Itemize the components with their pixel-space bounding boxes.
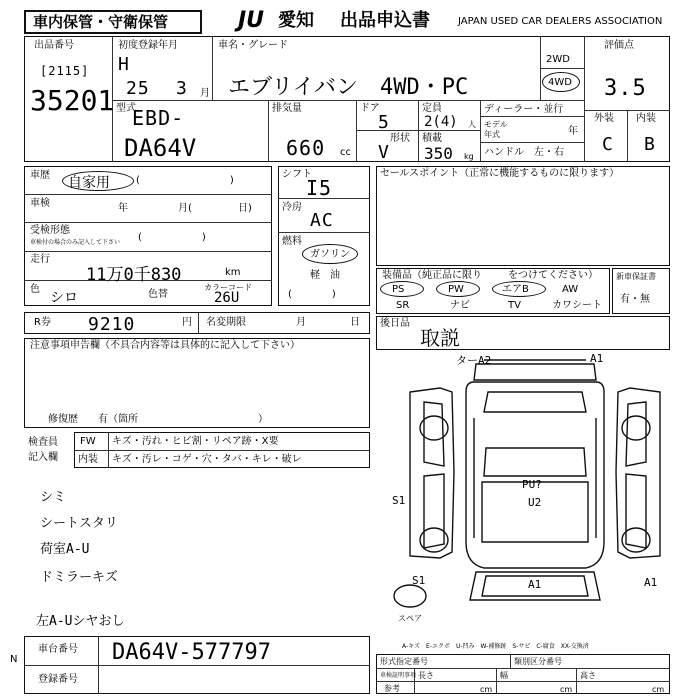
registration-era: H: [118, 54, 130, 75]
spec-ref: 参考: [384, 684, 400, 693]
year-label: 年式: [484, 130, 500, 139]
load-label: 積載: [422, 133, 442, 144]
spec-height: 高さ: [580, 671, 596, 680]
history-paren: ( ): [136, 175, 234, 186]
recycle-row: [24, 312, 370, 334]
name-change-day: 日: [350, 317, 360, 328]
spec-cm-1: cm: [480, 685, 493, 694]
mileage-label: 走行: [30, 254, 50, 265]
lot-number: 35201: [30, 84, 115, 117]
inspection-month: 月(: [178, 203, 192, 214]
registration-month: 3: [176, 78, 188, 99]
sales-point-label: セールスポイント（正常に機能するものに限ります）: [380, 168, 620, 179]
damage-front-left: ターA2: [456, 354, 492, 367]
capacity-unit: 人: [468, 120, 476, 129]
shape-value: V: [378, 142, 390, 163]
accept-paren: ( ): [138, 232, 206, 243]
equip-seat: カワシート: [552, 300, 602, 311]
color-label: 色: [30, 284, 40, 295]
shift-label: シフト: [282, 169, 312, 180]
registration-year: 25: [126, 78, 150, 99]
load-value: 350: [424, 144, 453, 163]
ju-logo: JU: [238, 8, 265, 33]
storage-tag-text: 車内保管・守衛保管: [33, 13, 169, 31]
recycle-label: R券: [34, 317, 51, 328]
registration-month-unit: 月: [200, 88, 210, 99]
inspection-label: 車検: [30, 198, 50, 209]
notes-label: 注意事項申告欄（不具合内容等は具体的に記入して下さい）: [30, 340, 300, 351]
spec-cm-3: cm: [652, 685, 665, 694]
car-diagram: [390, 352, 680, 634]
mark-n: N: [10, 654, 18, 665]
inspector-row1: キズ・汚れ・ヒビ割・リペア跡・X要: [112, 436, 279, 447]
model-line1: EBD-: [132, 106, 185, 130]
rating-label: 評価点: [604, 40, 634, 51]
equip-tv: TV: [508, 300, 521, 311]
chassis-label: 車台番号: [38, 644, 78, 655]
org-name: 愛知: [278, 10, 314, 31]
equipment-label: 装備品（純正品に限り: [382, 270, 482, 281]
chassis-value: DA64V-577797: [112, 640, 271, 665]
ac-value: AC: [310, 210, 334, 231]
history-label: 車歴: [30, 170, 50, 181]
displacement-unit: cc: [340, 147, 351, 158]
exterior-label: 外装: [594, 113, 614, 124]
fuel-gas: ガソリン: [310, 249, 350, 260]
fuel-diesel: 軽 油: [310, 270, 340, 281]
damage-front-right: A1: [590, 352, 604, 365]
spare-label: スペア: [398, 614, 422, 623]
spec-length: 長さ: [418, 671, 434, 680]
interior-label: 内装: [636, 113, 656, 124]
color-code-value: 26U: [214, 290, 240, 306]
inspector-label-2: 記入欄: [28, 452, 58, 463]
exterior-grade: C: [602, 134, 614, 155]
displacement-value: 660: [286, 136, 326, 160]
note-line-3: 荷室A-U: [40, 542, 90, 557]
drive-2wd: 2WD: [546, 54, 570, 65]
note-line-1: シミ: [40, 490, 67, 505]
mileage-unit: km: [225, 267, 241, 278]
year-unit: 年: [568, 126, 578, 137]
lot-sub: [2115]: [40, 64, 90, 78]
interior-grade: B: [644, 134, 656, 155]
recycle-value: 9210: [88, 314, 136, 335]
drive-4wd: 4WD: [548, 77, 572, 88]
load-unit: kg: [464, 152, 474, 161]
recycle-unit: 円: [182, 317, 192, 328]
spec-width: 幅: [500, 671, 508, 680]
note-line-2: シートスタリ: [40, 516, 118, 531]
warranty-label: 新車保証書: [616, 272, 656, 281]
handle-line: ハンドル 左・右: [484, 147, 564, 158]
inspector-fw: FW: [80, 436, 96, 447]
capacity-label: 定員: [422, 103, 442, 114]
color-code-label: カラーコード: [204, 283, 252, 292]
displacement-label: 排気量: [272, 103, 302, 114]
spec-class-no: 類別区分番号: [514, 657, 562, 666]
inspection-day: 日): [238, 203, 252, 214]
lot-label: 出品番号: [34, 40, 74, 51]
registration-label: 初度登録年月: [118, 40, 178, 51]
damage-legend: A-キズ E-エクボ U-凹み W-補修跡 S-サビ C-腐食 XX-交換済: [402, 643, 589, 650]
note-line-5: 左A-Uシヤおし: [36, 614, 125, 629]
damage-center-2: U2: [528, 496, 542, 509]
shape-label: 形状: [390, 133, 410, 144]
spec-cert: 車検証明事項: [380, 672, 417, 679]
damage-rear-2: A1: [644, 576, 658, 589]
color-value: シロ: [50, 290, 78, 306]
ac-label: 冷房: [282, 202, 302, 213]
fuel-label: 燃料: [282, 236, 302, 247]
car-name-label: 車名・グレード: [218, 40, 288, 51]
model-line2: DA64V: [124, 134, 197, 162]
fuel-paren: ( ): [288, 289, 336, 300]
warranty-value: 有・無: [620, 294, 650, 305]
equip-aw: AW: [562, 284, 579, 295]
sales-point-box: [376, 166, 670, 266]
spec-cm-2: cm: [560, 685, 573, 694]
history-value: 自家用: [68, 175, 110, 191]
equipment-note: をつけてください）: [508, 270, 598, 281]
doors-label: ドア: [360, 103, 380, 114]
inspector-label-1: 検査員: [28, 437, 58, 448]
reg-no-label: 登録番号: [38, 674, 78, 685]
equip-navi: ナビ: [450, 300, 470, 311]
spec-type-no: 形式指定番号: [380, 657, 428, 666]
damage-rear-1: A1: [528, 578, 542, 591]
repair-history: 修復歴 有（箇所 ）: [48, 414, 268, 425]
later-items-value: 取説: [420, 326, 460, 350]
damage-left-rear: S1: [412, 574, 426, 587]
dealer-line: ディーラー・並行: [484, 104, 564, 115]
name-change-month: 月: [296, 317, 306, 328]
damage-center-1: PU?: [522, 478, 542, 491]
org-name-en: JAPAN USED CAR DEALERS ASSOCIATION: [458, 16, 663, 27]
car-name-value: エブリイバン 4WD・PC: [228, 75, 469, 100]
inspector-row2: キズ・汚レ・コゲ・穴・タバ・キレ・破レ: [112, 454, 302, 465]
color-change-label: 色替: [148, 289, 168, 300]
equip-airbag: エアB: [502, 284, 529, 295]
shift-value: I5: [306, 176, 333, 200]
damage-left-side: S1: [392, 494, 406, 507]
later-items-label: 後日品: [380, 318, 410, 329]
form-title: 出品申込書: [340, 10, 430, 31]
model-year-label: モデル: [484, 120, 508, 129]
equip-ps: PS: [392, 284, 405, 295]
doors-value: 5: [378, 112, 390, 133]
name-change-label: 名変期限: [206, 317, 246, 328]
inspector-interior: 内装: [78, 454, 98, 465]
rating-value: 3.5: [604, 76, 647, 101]
equip-pw: PW: [448, 284, 464, 295]
capacity-value: 2(4): [424, 114, 458, 130]
model-label: 型式: [116, 103, 136, 114]
accept-label: 受検形態: [30, 225, 70, 236]
inspection-year: 年: [118, 203, 128, 214]
equip-sr: SR: [396, 300, 410, 311]
accept-note: 車検付の場合のみ記入して下さい: [30, 239, 121, 246]
note-line-4: ドミラーキズ: [40, 570, 118, 585]
mileage-value: 11万0千830: [86, 265, 182, 285]
